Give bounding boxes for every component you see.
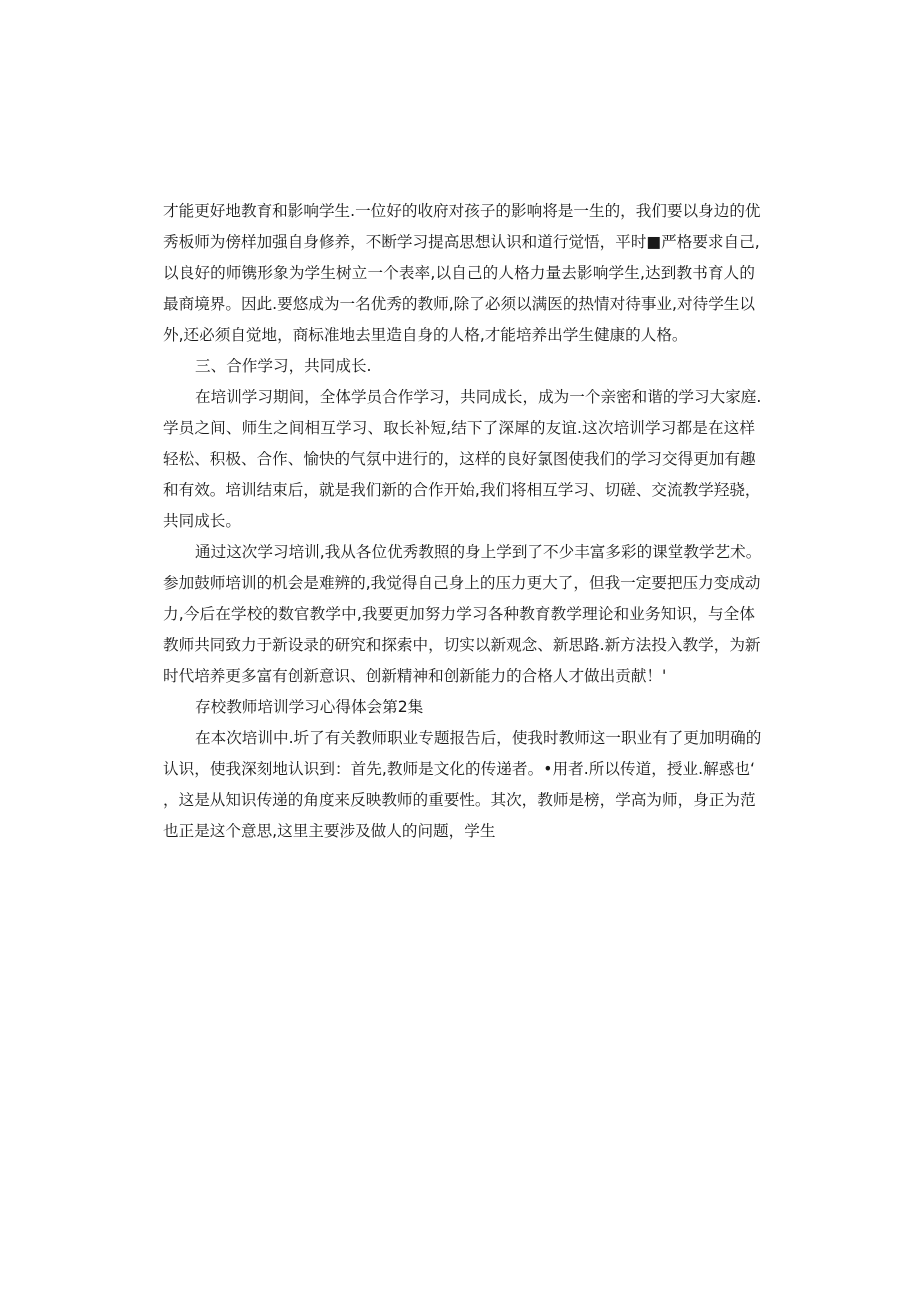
text-line: 也正是这个意思,这里主要涉及做人的问题，学生: [163, 822, 496, 840]
text-line: 在培训学习期间，全体学员合作学习，共同成长，成为一个亲密和谐的学习大家庭.: [195, 388, 762, 406]
text-line: 外,还必须自觉地，商标准地去里造自身的人格,才能培养出学生健康的人格。: [163, 326, 688, 344]
section-heading: 三、合作学习，共同成长.: [195, 357, 372, 375]
text-line: 通过这次学习培训,我从各位优秀教照的身上学到了不少丰富多彩的课堂教学艺术。: [195, 543, 762, 561]
text-line: 学员之间、师生之间相互学习、取长补短,结下了深犀的友谊.这次培训学习都是在这样: [163, 419, 755, 437]
text-line: 共同成长。: [163, 512, 241, 530]
text-line: 才能更好地教育和影响学生.一位好的收府对孩子的影响将是一生的，我们要以身边的优: [163, 202, 761, 220]
text-line: ，这是从知识传递的角度来反映教师的重要性。其次，教师是榜，学高为师，身正为范: [163, 791, 756, 809]
text-line: 力,今后在学校的数官教学中,我要更加努力学习各种教育教学理论和业务知识，与全体: [163, 605, 755, 623]
text-line: 以良好的师镌形象为学生树立一个表率,以自己的人格力量去影响学生,达到教书育人的: [163, 264, 755, 282]
text-line: 参加鼓师培训的机会是难辨的,我觉得自己身上的压力更大了，但我一定要把压力变成动: [163, 574, 761, 592]
text-line: 和有效。培训结束后，就是我们新的合作开始,我们将相互学习、切磋、交流教学羟骁，: [163, 481, 761, 499]
section-title: 存校教师培训学习心得体会第2集: [195, 698, 424, 716]
text-line: 轻松、积极、合作、愉快的气氛中进行的，这样的良好氯图使我们的学习交得更加有趣: [163, 450, 756, 468]
document-body: [163, 196, 762, 847]
text-line: 最商境界。因此.要悠成为一名优秀的教师,除了必须以满医的热情对待事业,对待学生以: [163, 295, 755, 313]
text-line: 教师共同致力于新设录的研究和探索中，切实以新观念、新思路.新方法投入教学，为新: [163, 636, 761, 654]
text-line: 认识，使我深刻地认识到：首先,教师是文化的传递者。•用者.所以传道，授业.解惑也‘: [163, 760, 755, 778]
text-line: 时代培养更多富有创新意识、创新精神和创新能力的合格人才做出贡献！': [163, 667, 667, 685]
text-line: 秀板师为傍样加强自身修养，不断学习提高思想认识和道行觉悟，平时■严格要求自己,: [163, 233, 760, 251]
text-line: 在本次培训中.圻了有关教师职业专题报告后，使我时教师这一职业有了更加明确的: [195, 729, 762, 747]
